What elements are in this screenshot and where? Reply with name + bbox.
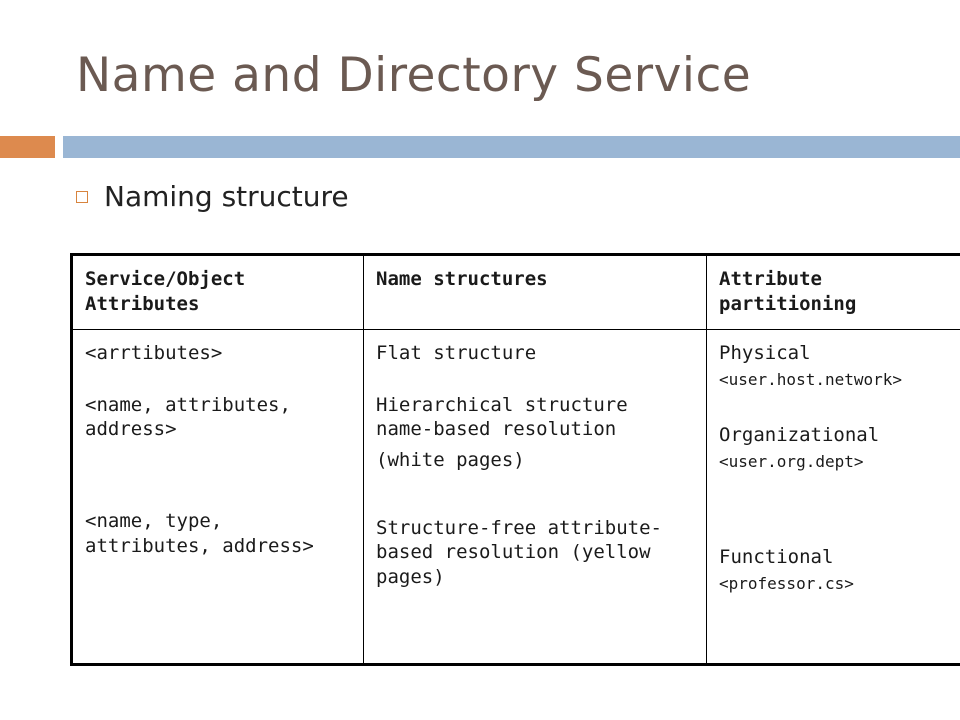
partition-label: Organizational — [719, 424, 880, 447]
naming-structure-table — [70, 253, 960, 666]
accent-bar-orange — [0, 136, 55, 158]
accent-bar-blue — [63, 136, 960, 158]
header-attribute-partitioning: Attribute partitioning — [707, 255, 960, 330]
bullet-item — [76, 180, 349, 213]
square-bullet-icon — [76, 191, 88, 203]
partition-example: <user.org.dept> — [719, 452, 864, 472]
table-header-row — [72, 255, 960, 330]
slide-title: Name and Directory Service — [76, 48, 752, 103]
attr-tuple: <name, type, attributes, address> — [85, 510, 314, 557]
partition-label: Functional — [719, 545, 834, 568]
cell-object-attributes — [72, 330, 364, 665]
name-structure-item: (white pages) — [376, 449, 525, 472]
attr-tuple: <name, attributes, address> — [85, 393, 291, 441]
name-structure-item: Hierarchical structure name-based resolution — [376, 393, 628, 441]
partition-example: <user.host.network> — [719, 369, 903, 389]
attr-tuple: <arrtibutes> — [85, 342, 223, 364]
bullet-text: Naming structure — [104, 180, 349, 213]
name-structure-item: Structure-free attribute-based resolution (yellow pages) — [376, 516, 662, 589]
table-row — [72, 330, 960, 665]
name-structure-item: Flat structure — [376, 342, 537, 364]
header-service-object-attributes: Service/Object Attributes — [72, 255, 364, 330]
partition-example: <professor.cs> — [719, 573, 854, 593]
header-name-structures: Name structures — [364, 255, 707, 330]
partition-label: Physical — [719, 342, 811, 364]
cell-attribute-partitioning — [707, 330, 960, 665]
cell-name-structures — [364, 330, 707, 665]
